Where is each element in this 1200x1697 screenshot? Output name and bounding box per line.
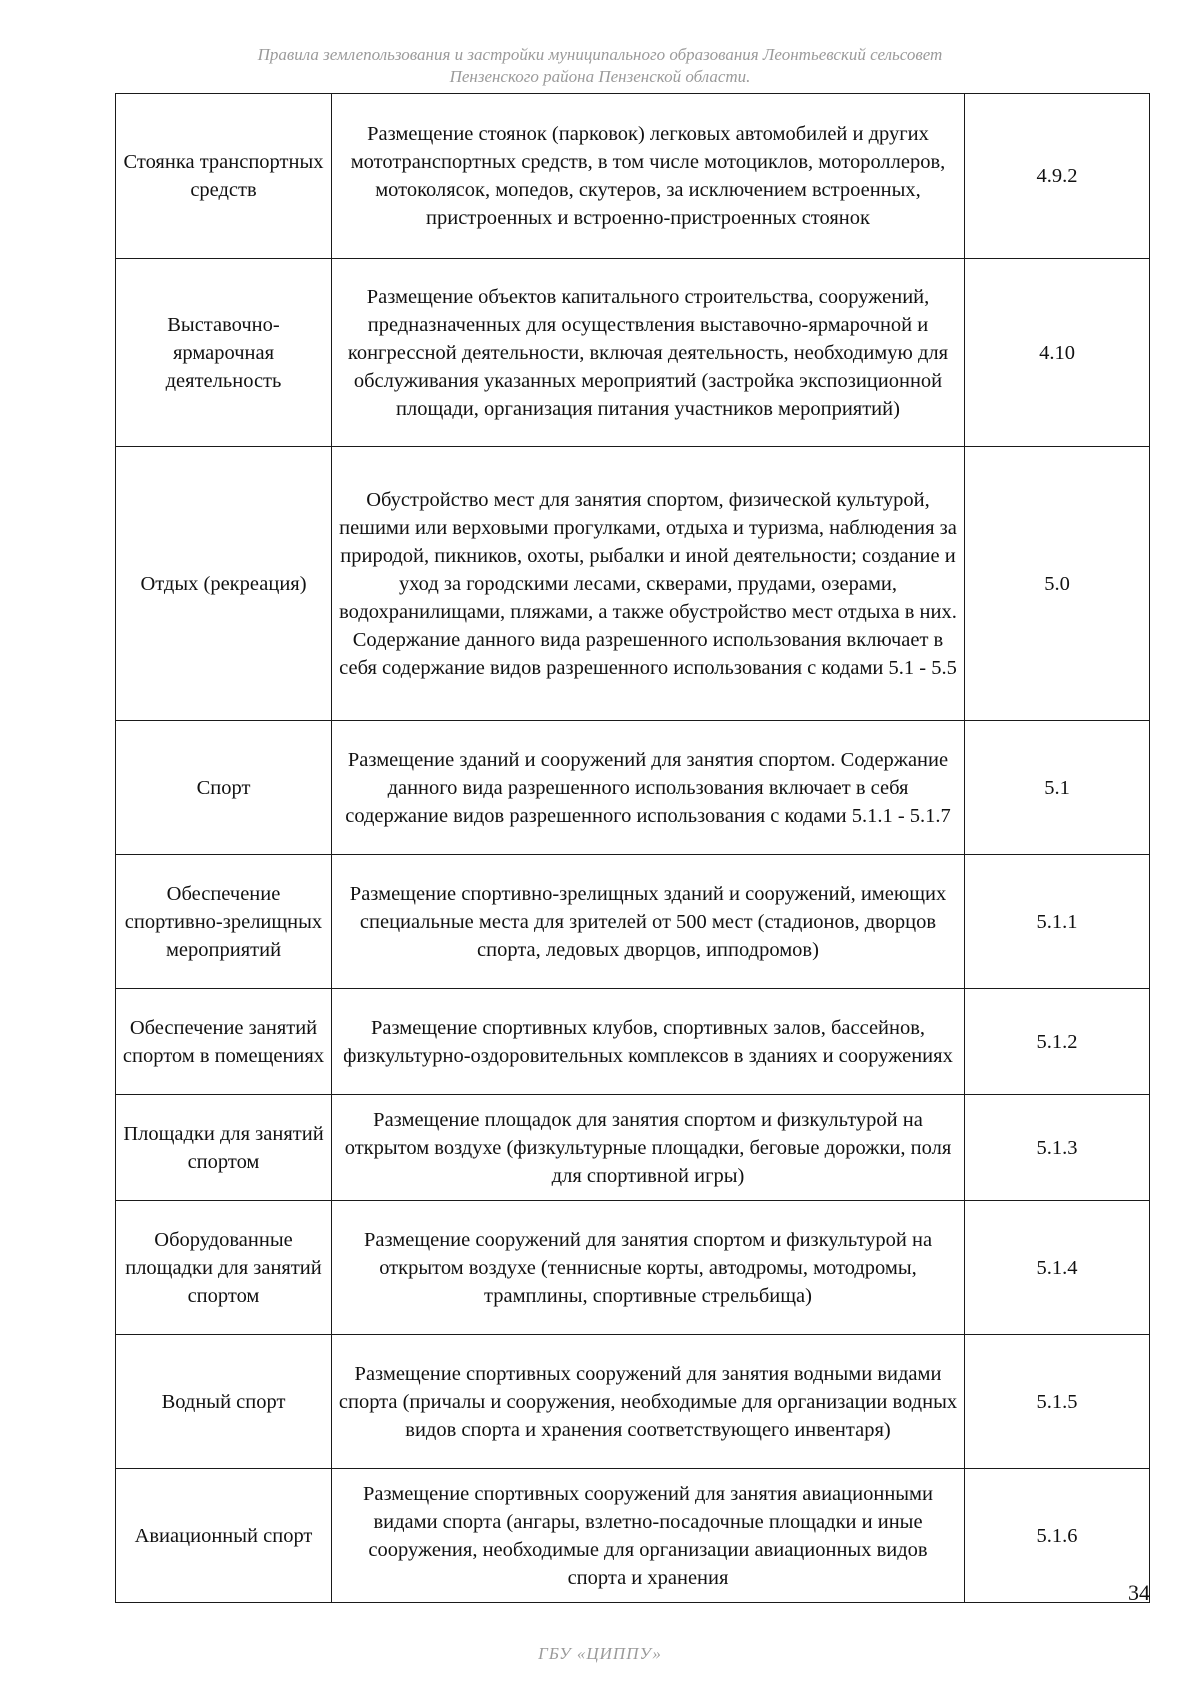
use-description-cell: Размещение стоянок (парковок) легковых автомобилей и других мототранспортных средств, в том числе мотоциклов, мотороллеров, мотоколясок, мопедов, скутеров, за исключением встроенных, пристроенных и встроенно-пристроенных стоянок xyxy=(332,94,965,259)
use-name-cell: Оборудованные площадки для занятий спортом xyxy=(116,1201,332,1335)
header-line-1: Правила землепользования и застройки муниципального образования Леонтьевский сельсовет xyxy=(257,45,943,64)
land-use-table xyxy=(115,93,1150,1603)
table-row xyxy=(116,855,1150,989)
use-description-cell: Размещение площадок для занятия спортом и физкультурой на открытом воздухе (физкультурные площадки, беговые дорожки, поля для спортивной игры) xyxy=(332,1095,965,1201)
use-name-cell: Авиационный спорт xyxy=(116,1469,332,1603)
use-description-cell: Размещение сооружений для занятия спортом и физкультурой на открытом воздухе (теннисные корты, автодромы, мотодромы, трамплины, спортивные стрельбища) xyxy=(332,1201,965,1335)
use-description-cell: Размещение спортивных клубов, спортивных залов, бассейнов, физкультурно-оздоровительных комплексов в зданиях и сооружениях xyxy=(332,989,965,1095)
use-description-cell: Размещение зданий и сооружений для занятия спортом. Содержание данного вида разрешенного использования включает в себя содержание видов разрешенного использования с кодами 5.1.1 - 5.1.7 xyxy=(332,721,965,855)
use-description-cell: Размещение объектов капитального строительства, сооружений, предназначенных для осуществления выставочно-ярмарочной и конгрессной деятельности, включая деятельность, необходимую для обслуживания указанных мероприятий (застройка экспозиционной площади, организация питания участников мероприятий) xyxy=(332,259,965,447)
use-name-cell: Водный спорт xyxy=(116,1335,332,1469)
use-code-cell: 5.1.4 xyxy=(965,1201,1150,1335)
use-description-cell: Размещение спортивных сооружений для занятия авиационными видами спорта (ангары, взлетно-посадочные площадки и иные сооружения, необходимые для организации авиационных видов спорта и хранения xyxy=(332,1469,965,1603)
use-code-cell: 4.10 xyxy=(965,259,1150,447)
table-row xyxy=(116,94,1150,259)
table-row xyxy=(116,259,1150,447)
use-name-cell: Выставочно-ярмарочная деятельность xyxy=(116,259,332,447)
table-row xyxy=(116,1095,1150,1201)
use-code-cell: 5.1.5 xyxy=(965,1335,1150,1469)
use-code-cell: 5.1.6 xyxy=(965,1469,1150,1603)
page-footer: ГБУ «ЦИППУ» xyxy=(538,1644,662,1663)
use-name-cell: Стоянка транспортных средств xyxy=(116,94,332,259)
use-code-cell: 5.1.1 xyxy=(965,855,1150,989)
use-code-cell: 5.0 xyxy=(965,447,1150,721)
use-description-cell: Размещение спортивных сооружений для занятия водными видами спорта (причалы и сооружения, необходимые для организации водных видов спорта и хранения соответствующего инвентаря) xyxy=(332,1335,965,1469)
use-name-cell: Спорт xyxy=(116,721,332,855)
use-code-cell: 5.1.2 xyxy=(965,989,1150,1095)
use-code-cell: 4.9.2 xyxy=(965,94,1150,259)
use-name-cell: Обеспечение занятий спортом в помещениях xyxy=(116,989,332,1095)
table-row xyxy=(116,1335,1150,1469)
header-line-2: Пензенского района Пензенской области. xyxy=(449,67,751,86)
table-row xyxy=(116,1201,1150,1335)
use-name-cell: Обеспечение спортивно-зрелищных мероприятий xyxy=(116,855,332,989)
table-row xyxy=(116,989,1150,1095)
use-code-cell: 5.1.3 xyxy=(965,1095,1150,1201)
page-number: 34 xyxy=(1128,1580,1150,1605)
use-description-cell: Размещение спортивно-зрелищных зданий и сооружений, имеющих специальные места для зрителей от 500 мест (стадионов, дворцов спорта, ледовых дворцов, ипподромов) xyxy=(332,855,965,989)
use-code-cell: 5.1 xyxy=(965,721,1150,855)
table-row xyxy=(116,721,1150,855)
use-name-cell: Площадки для занятий спортом xyxy=(116,1095,332,1201)
use-name-cell: Отдых (рекреация) xyxy=(116,447,332,721)
page-header xyxy=(0,44,1200,88)
table-row xyxy=(116,1469,1150,1603)
use-description-cell: Обустройство мест для занятия спортом, физической культурой, пешими или верховыми прогулками, отдыха и туризма, наблюдения за природой, пикников, охоты, рыбалки и иной деятельности; создание и уход за городскими лесами, скверами, прудами, озерами, водохранилищами, пляжами, а также обустройство мест отдыха в них. Содержание данного вида разрешенного использования включает в себя содержание видов разрешенного использования с кодами 5.1 - 5.5 xyxy=(332,447,965,721)
table-row xyxy=(116,447,1150,721)
